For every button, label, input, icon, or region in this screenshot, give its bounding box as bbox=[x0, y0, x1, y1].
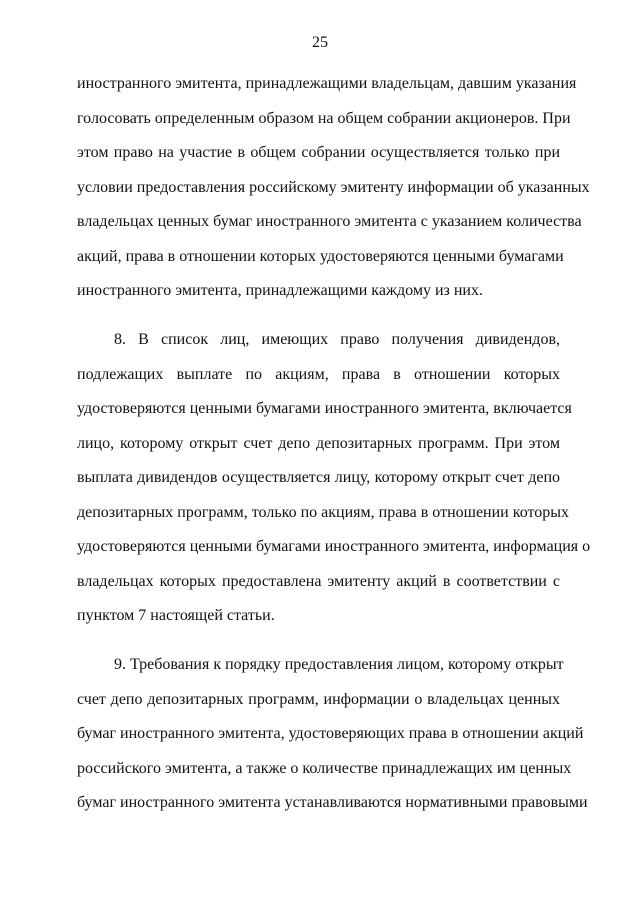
text-line: владельцах ценных бумаг иностранного эмитента с указанием количества bbox=[77, 213, 582, 230]
text-line: счет депо депозитарных программ, информации о владельцах ценных bbox=[77, 690, 560, 708]
text-line: удостоверяются ценными бумагами иностранного эмитента, включается bbox=[77, 400, 572, 417]
text-line: российского эмитента, а также о количестве принадлежащих им ценных bbox=[77, 759, 572, 777]
text-line: голосовать определенным образом на общем собрании акционеров. При bbox=[77, 109, 571, 127]
text-line: выплата дивидендов осуществляется лицу, которому открыт счет депо bbox=[77, 469, 560, 486]
text-line: удостоверяются ценными бумагами иностранного эмитента, информация о bbox=[77, 538, 591, 555]
paragraph-9 bbox=[77, 655, 588, 813]
paragraph-8 bbox=[77, 330, 591, 626]
document-body bbox=[77, 74, 591, 828]
text-line: депозитарных программ, только по акциям, права в отношении которых bbox=[77, 503, 570, 521]
text-line: владельцах которых предоставлена эмитенту акций в соответствии с bbox=[77, 572, 560, 590]
text-line: 9. Требования к порядку предоставления лицом, которому открыт bbox=[114, 656, 564, 673]
text-line: иностранного эмитента, принадлежащими каждому из них. bbox=[77, 282, 483, 299]
text-line: бумаг иностранного эмитента, удостоверяющих права в отношении акций bbox=[77, 725, 584, 742]
text-line: иностранного эмитента, принадлежащими владельцам, давшим указания bbox=[77, 75, 577, 92]
text-line: подлежащих выплате по акциям, права в отношении которых bbox=[77, 365, 560, 383]
page-number: 25 bbox=[312, 34, 328, 51]
text-line: лицо, которому открыт счет депо депозитарных программ. При этом bbox=[77, 434, 560, 452]
text-line: условии предоставления российскому эмитенту информации об указанных bbox=[77, 178, 590, 196]
paragraph-7-continuation bbox=[77, 74, 590, 301]
text-line: 8. В список лиц, имеющих право получения дивидендов, bbox=[114, 331, 560, 348]
text-line: бумаг иностранного эмитента устанавливаются нормативными правовыми bbox=[77, 794, 588, 811]
text-line: этом право на участие в общем собрании осуществляется только при bbox=[77, 144, 560, 161]
text-line: пунктом 7 настоящей статьи. bbox=[77, 607, 275, 624]
text-line: акций, права в отношении которых удостоверяются ценными бумагами bbox=[77, 247, 564, 265]
